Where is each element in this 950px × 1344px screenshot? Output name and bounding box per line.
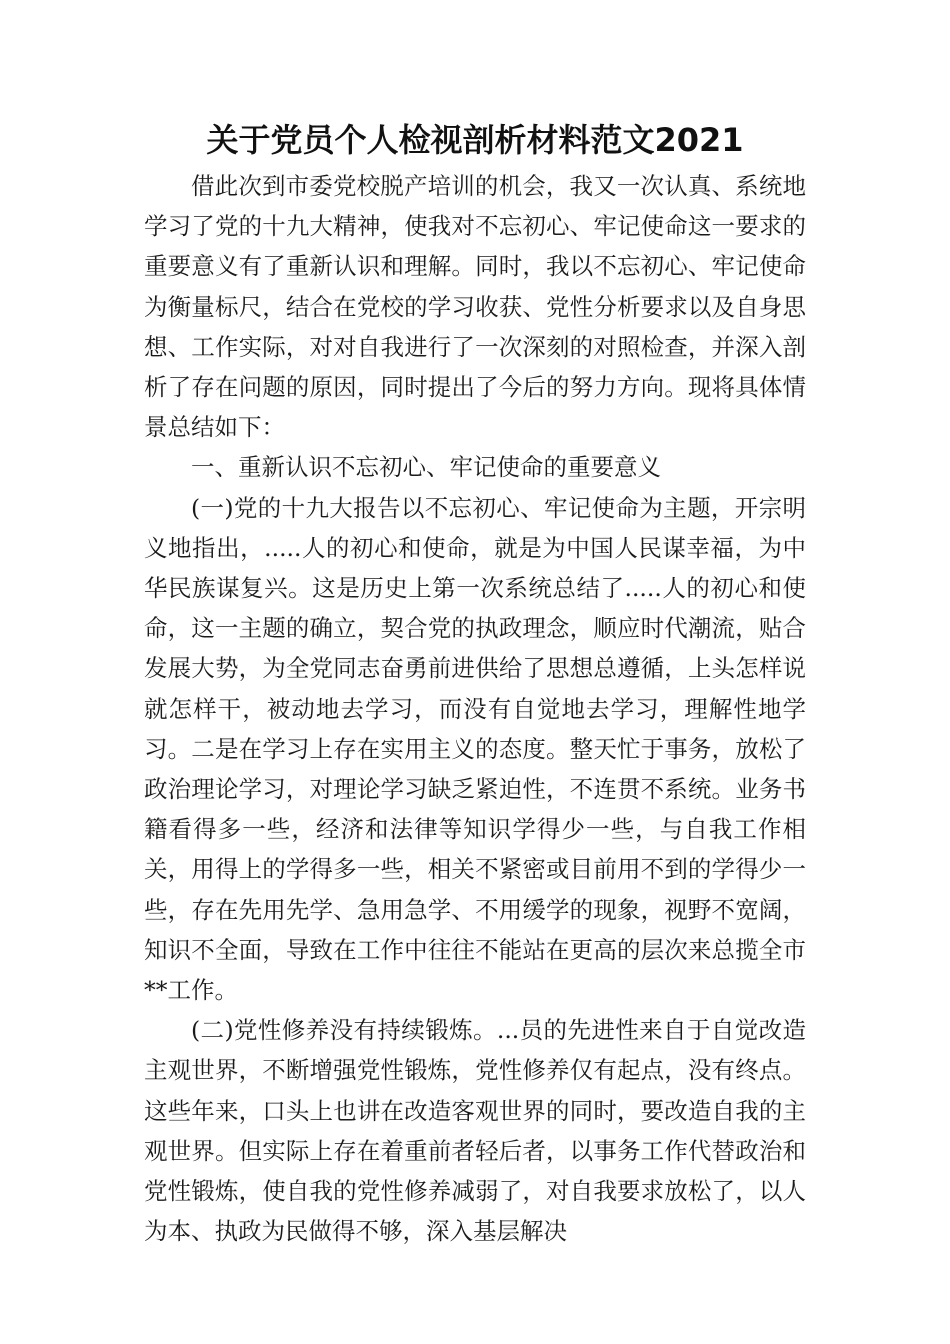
document-body <box>144 166 806 1251</box>
document-title: 关于党员个人检视剖析材料范文2021 <box>206 121 744 159</box>
paragraph-section-1-1: (一)党的十九大报告以不忘初心、牢记使命为主题，开宗明义地指出，.....人的初心和使命，就是为中国人民谋幸福，为中华民族谋复兴。这是历史上第一次系统总结了.....人的初心和使命，这一主题的确立，契合党的执政理念，顺应时代潮流，贴合发展大势，为全党同志奋勇前进供给了思想总遵循，上头怎样说就怎样干，被动地去学习，而没有自觉地去学习，理解性地学习。二是在学习上存在实用主义的态度。整天忙于事务，放松了政治理论学习，对理论学习缺乏紧迫性，不连贯不系统。业务书籍看得多一些，经济和法律等知识学得少一些，与自我工作相关，用得上的学得多一些，相关不紧密或目前用不到的学得少一些，存在先用先学、急用急学、不用缓学的现象，视野不宽阔，知识不全面，导致在工作中往往不能站在更高的层次来总揽全市**工作。 <box>144 493 806 1005</box>
section-heading-1: 一、重新认识不忘初心、牢记使命的重要意义 <box>191 453 661 482</box>
paragraph-intro: 借此次到市委党校脱产培训的机会，我又一次认真、系统地学习了党的十九大精神，使我对不忘初心、牢记使命这一要求的重要意义有了重新认识和理解。同时，我以不忘初心、牢记使命为衡量标尺，结合在党校的学习收获、党性分析要求以及自身思想、工作实际，对对自我进行了一次深刻的对照检查，并深入剖析了存在问题的原因，同时提出了今后的努力方向。现将具体情景总结如下： <box>144 172 806 442</box>
paragraph-section-1-2: (二)党性修养没有持续锻炼。...员的先进性来自于自觉改造主观世界，不断增强党性锻炼，党性修养仅有起点，没有终点。这些年来，口头上也讲在改造客观世界的同时，要改造自我的主观世界。但实际上存在着重前者轻后者，以事务工作代替政治和党性锻炼，使自我的党性修养减弱了，对自我要求放松了，以人为本、执政为民做得不够，深入基层解决 <box>144 1016 806 1246</box>
